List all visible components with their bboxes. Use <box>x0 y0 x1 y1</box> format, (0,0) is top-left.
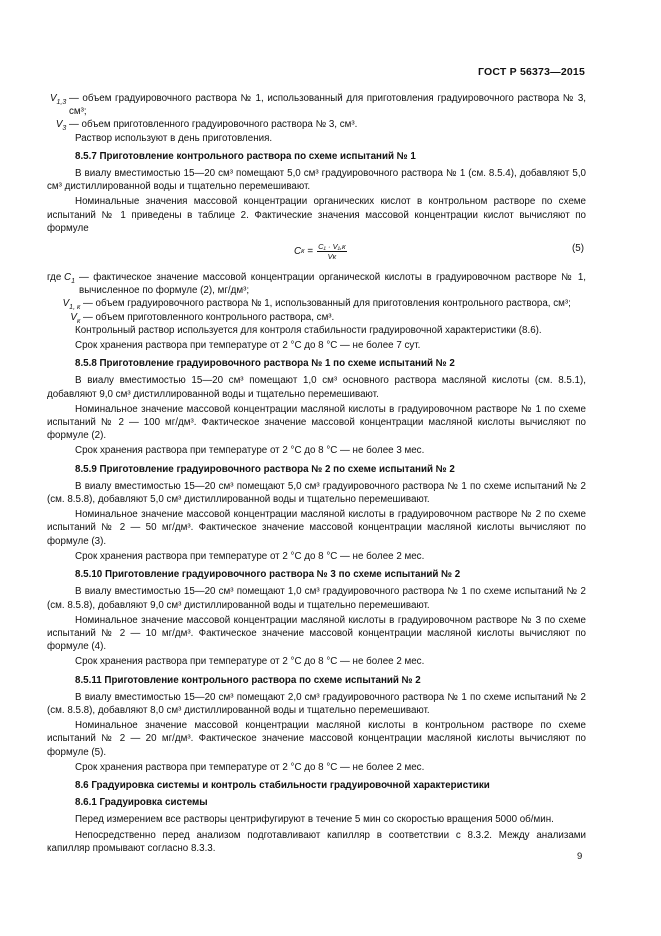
section-heading-8-5-8: 8.5.8 Приготовление градуировочного раствора № 1 по схеме испытаний № 2 <box>75 358 455 370</box>
paragraph: В виалу вместимостью 15—20 см³ помещают 2,0 см³ градуировочного раствора № 1 по схеме испытаний № 2 (см. 8.5.8), добавляют 8,0 см³ дистиллированной воды и тщательно перемешивают. <box>47 691 586 716</box>
where-word: где <box>47 272 62 284</box>
paragraph: Номинальное значение массовой концентрации масляной кислоты в градуировочном растворе № 1 по схеме испытаний № 2 — 100 мг/дм³. Фактическое значение массовой концентрации масляной кислоты вычисляют по формуле (2). <box>47 403 586 442</box>
paragraph: Номинальные значения массовой концентрации органических кислот в контрольном растворе по схеме испытаний № 1 приведены в таблице 2. Фактические значения массовой концентрации кислот вычисляют по формуле <box>47 196 586 234</box>
definition-text: — фактическое значение массовой концентрации органической кислоты в градуировочном растворе № 1, вычисленное по формуле (2), мг/дм³; <box>79 272 586 297</box>
paragraph: В виалу вместимостью 15—20 см³ помещают 5,0 см³ градуировочного раствора № 1 (см. 8.5.4), добавляют 5,0 см³ дистиллированной воды и тщательно перемешивают. <box>47 168 586 193</box>
paragraph: Номинальное значение массовой концентрации масляной кислоты в контрольном растворе по схеме испытаний № 2 — 20 мг/дм³. Фактическое значение массовой концентрации масляной кислоты вычисляют по формуле (5). <box>47 720 586 758</box>
paragraph: Контрольный раствор используется для контроля стабильности градуировочной характеристики (8.6). <box>75 324 542 336</box>
section-heading-8-6: 8.6 Градуировка системы и контроль стабильности градуировочной характеристики <box>75 779 490 791</box>
page-content <box>47 92 586 857</box>
section-heading-8-6-1: 8.6.1 Градуировка системы <box>75 797 208 809</box>
formula-expression: C к = $\frac{\text{C₁ · V₁,к}}{Vк}$ <box>294 242 346 262</box>
symbol-subscript: 1 <box>71 277 76 285</box>
definition-vk <box>47 311 586 324</box>
section-heading-8-5-9: 8.5.9 Приготовление градуировочного раствора № 2 по схеме испытаний № 2 <box>75 463 455 475</box>
symbol-subscript: 1,3 <box>56 98 67 106</box>
symbol: C <box>64 272 72 284</box>
paragraph: Срок хранения раствора при температуре от 2 °С до 8 °С — не более 3 мес. <box>75 445 425 457</box>
definition-v3 <box>47 118 586 131</box>
formula-lhs: C <box>294 245 302 257</box>
formula-fraction <box>317 242 346 261</box>
paragraph: Номинальное значение массовой концентрации масляной кислоты в градуировочном растворе № 2 по схеме испытаний № 2 — 50 мг/дм³. Фактическое значение массовой концентрации масляной кислоты вычисляют по формуле (3). <box>47 509 586 547</box>
formula-numerator: C₁ · V₁,к <box>318 242 346 252</box>
symbol: V <box>55 119 63 131</box>
definition-text: — объем градуировочного раствора № 1, использованный для приготовления градуировочного раствора № 3, см³; <box>69 93 586 118</box>
page-header-standard-number: ГОСТ Р 56373—2015 <box>477 66 585 78</box>
definition-text: — объем приготовленного градуировочного раствора № 3, см³. <box>69 119 358 131</box>
paragraph: В виалу вместимостью 15—20 см³ помещают 1,0 см³ основного раствора масляной кислоты (см. 8.5.1), добавляют 9,0 см³ дистиллированной воды и тщательно перемешивают. <box>47 375 586 400</box>
paragraph: Перед измерением все растворы центрифугируют в течение 5 мин со скоростью вращения 5000 об/мин. <box>75 814 554 826</box>
formula-number: (5) <box>572 243 584 255</box>
paragraph: В виалу вместимостью 15—20 см³ помещают 5,0 см³ градуировочного раствора № 1 по схеме испытаний № 2 (см. 8.5.8), добавляют 5,0 см³ дистиллированной воды и тщательно перемешивают. <box>47 480 586 506</box>
symbol-subscript: 3 <box>62 125 67 133</box>
formula-equals: = <box>307 245 314 257</box>
paragraph: Срок хранения раствора при температуре от 2 °С до 8 °С — не более 2 мес. <box>75 761 425 773</box>
paragraph: В виалу вместимостью 15—20 см³ помещают 1,0 см³ градуировочного раствора № 1 по схеме испытаний № 2 (см. 8.5.8), добавляют 9,0 см³ дистиллированной воды и тщательно перемешивают. <box>47 586 586 611</box>
symbol: V <box>62 298 70 310</box>
symbol-subscript: к <box>76 317 81 325</box>
paragraph: Номинальное значение массовой концентрации масляной кислоты в градуировочном растворе № 3 по схеме испытаний № 2 — 10 мг/дм³. Фактическое значение массовой концентрации масляной кислоты вычисляют по формуле (4). <box>47 614 586 653</box>
paragraph-used-same-day: Раствор используют в день приготовления. <box>75 132 273 144</box>
paragraph: Непосредственно перед анализом подготавливают капилляр в соответствии с 8.3.2. Между анализами капилляр промывают согласно 8.3.3. <box>47 829 586 854</box>
symbol-subscript: 1, к <box>69 304 81 312</box>
definition-text: — объем градуировочного раствора № 1, использованный для приготовления контрольного раствора, см³; <box>83 298 571 310</box>
symbol: V <box>49 93 57 104</box>
section-heading-8-5-11: 8.5.11 Приготовление контрольного раствора по схеме испытаний № 2 <box>75 674 421 686</box>
formula-denominator: Vк <box>327 252 337 262</box>
formula-5 <box>47 238 586 268</box>
page-number: 9 <box>577 851 583 862</box>
symbol: V <box>70 311 77 323</box>
definition-v13 <box>47 92 586 118</box>
paragraph: Срок хранения раствора при температуре от 2 °С до 8 °С — не более 2 мес. <box>75 550 425 562</box>
definition-c1 <box>47 271 586 297</box>
paragraph: Срок хранения раствора при температуре от 2 °С до 8 °С — не более 2 мес. <box>75 656 425 668</box>
definition-v1k <box>47 297 586 310</box>
paragraph: Срок хранения раствора при температуре от 2 °С до 8 °С — не более 7 сут. <box>75 340 421 352</box>
definition-text: — объем приготовленного контрольного раствора, см³. <box>83 311 335 323</box>
section-heading-8-5-7: 8.5.7 Приготовление контрольного раствора по схеме испытаний № 1 <box>75 150 416 162</box>
section-heading-8-5-10: 8.5.10 Приготовление градуировочного раствора № 3 по схеме испытаний № 2 <box>75 569 461 581</box>
